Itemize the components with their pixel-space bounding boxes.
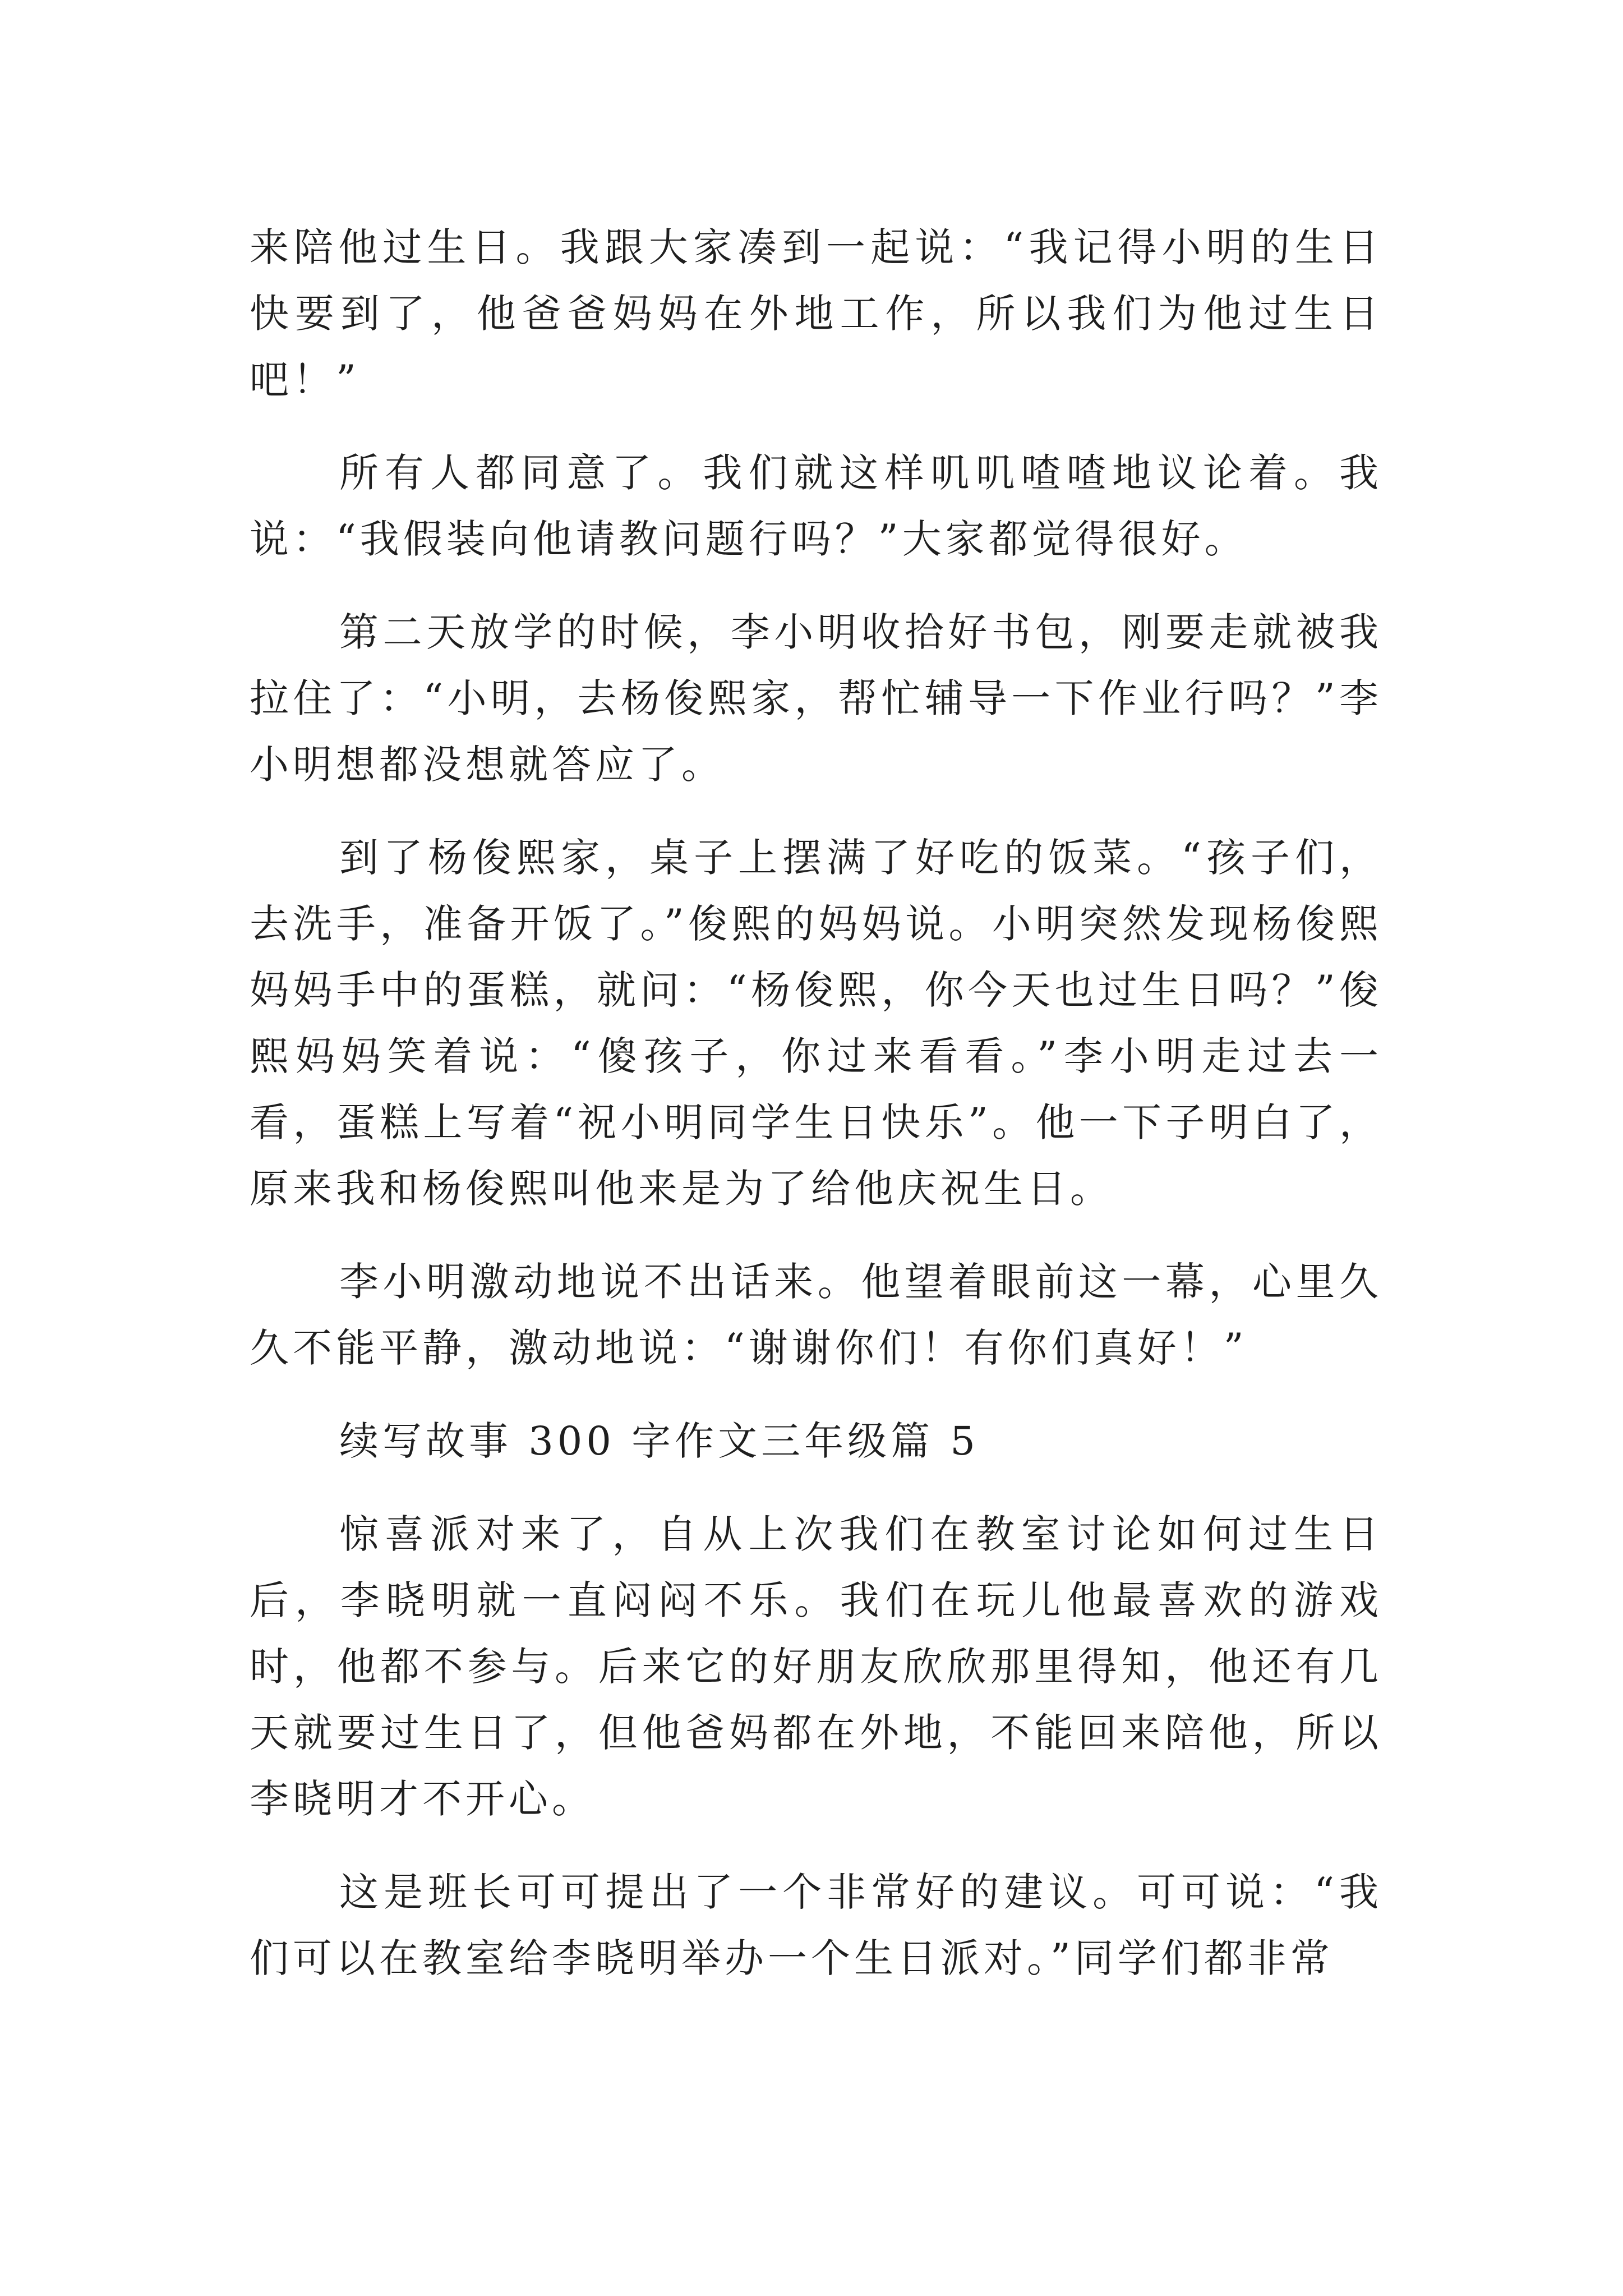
paragraph-4: 到了杨俊熙家，桌子上摆满了好吃的饭菜。“孩子们，去洗手，准备开饭了。”俊熙的妈妈说。小明突然发现杨俊熙妈妈手中的蛋糕，就问：“杨俊熙，你今天也过生日吗？”俊熙妈妈笑着说：“傻孩子，你过来看看。”李小明走过去一看，蛋糕上写着“祝小明同学生日快乐”。他一下子明白了，原来我和杨俊熙叫他来是为了给他庆祝生日。 <box>250 835 1382 1212</box>
paragraph-3: 第二天放学的时候，李小明收拾好书包，刚要走就被我拉住了：“小明，去杨俊熙家，帮忙辅导一下作业行吗？”李小明想都没想就答应了。 <box>250 609 1382 788</box>
document-body <box>250 214 1382 2018</box>
section-heading: 续写故事 300 字作文三年级篇 5 <box>339 1418 979 1464</box>
paragraph-5: 李小明激动地说不出话来。他望着眼前这一幕，心里久久不能平静，激动地说：“谢谢你们！有你们真好！” <box>250 1259 1382 1371</box>
paragraph-6: 惊喜派对来了，自从上次我们在教室讨论如何过生日后，李晓明就一直闷闷不乐。我们在玩儿他最喜欢的游戏时，他都不参与。后来它的好朋友欣欣那里得知，他还有几天就要过生日了，但他爸妈都在外地，不能回来陪他，所以李晓明才不开心。 <box>250 1511 1382 1822</box>
paragraph-2: 所有人都同意了。我们就这样叽叽喳喳地议论着。我说：“我假装向他请教问题行吗？”大家都觉得很好。 <box>250 450 1382 562</box>
paragraph-7: 这是班长可可提出了一个非常好的建议。可可说：“我们可以在教室给李晓明举办一个生日派对。”同学们都非常 <box>250 1869 1382 1981</box>
paragraph-1: 来陪他过生日。我跟大家凑到一起说：“我记得小明的生日快要到了，他爸爸妈妈在外地工作，所以我们为他过生日吧！” <box>250 224 1382 403</box>
